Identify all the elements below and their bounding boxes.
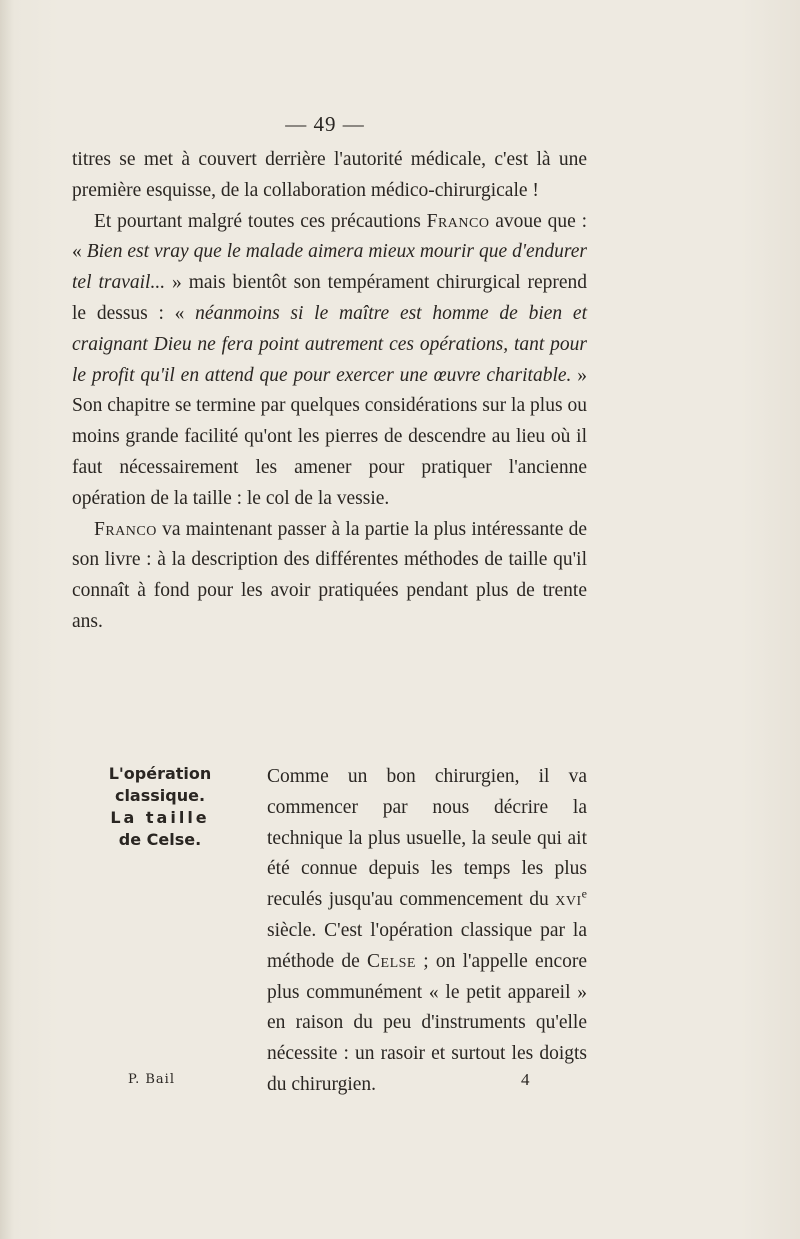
paragraph-franco-quote [72, 207, 587, 515]
marginal-note-line: classique. [114, 786, 206, 805]
author-name: Franco [426, 210, 490, 232]
paragraph-methods [72, 515, 587, 638]
marginal-note-line: La taille [110, 808, 210, 827]
paragraph-text: Comme un bon chirurgien, il va commencer par nous décrire la technique la plus usuelle, la seule qui ait été connue depuis les temps les plus reculés jusqu'au commencement du [267, 766, 587, 911]
paragraph-text: » mais bientôt son tempérament chirurgical reprend le dessus : « [72, 272, 587, 324]
paragraph-celse [72, 762, 587, 1101]
author-name: Franco [94, 518, 157, 540]
printer-signature: P. Bail [128, 1072, 175, 1087]
paragraph-text: va maintenant passer à la partie la plus intéressante de son livre : à la description des différentes méthodes de taille qu'il connaît à fond pour les avoir pratiquées pendant plus de trente ans. [72, 518, 587, 632]
page-number: — 49 — [285, 112, 365, 136]
paragraph-continuation [72, 145, 587, 207]
century-numeral: xvi [555, 889, 582, 911]
paragraph-text: ; on l'appelle encore plus communément « le petit appareil » en raison du peu d'instruments qu'elle nécessite : un rasoir et surtout les doigts du chirurgien. [267, 950, 587, 1095]
text-block-main [72, 145, 587, 638]
century-superscript: e [581, 886, 587, 901]
paragraph-text: siècle. C'est l'opération classique par la méthode de [267, 919, 587, 972]
quotation: néanmoins si le maître est homme de bien et craignant Dieu ne fera point autrement ces opérations, tant pour le profit qu'il en attend que pour exercer une œuvre charitable. [72, 302, 587, 386]
paragraph-text: Et pourtant malgré toutes ces précautions [94, 210, 427, 232]
author-name: Celse [367, 950, 416, 972]
quotation: Bien est vray que le malade aimera mieux mourir que d'endurer tel travail... [72, 241, 588, 294]
paragraph-text: avoue que : « [72, 210, 587, 263]
marginal-note-line: L'opération [108, 764, 212, 783]
signature-number: 4 [521, 1070, 530, 1089]
paragraph-text: » Son chapitre se termine par quelques considérations sur la plus ou moins grande facilité qu'ont les pierres de descendre au lieu où il faut nécessairement les amener pour pratiquer l'ancienne opération de la taille : le col de la vessie. [72, 364, 587, 509]
marginal-note-line: de Celse. [118, 830, 202, 849]
text-block-celse [72, 762, 587, 1101]
paragraph-text: titres se met à couvert derrière l'autorité médicale, c'est là une première esquisse, de la collaboration médico-chirurgicale ! [72, 149, 587, 201]
